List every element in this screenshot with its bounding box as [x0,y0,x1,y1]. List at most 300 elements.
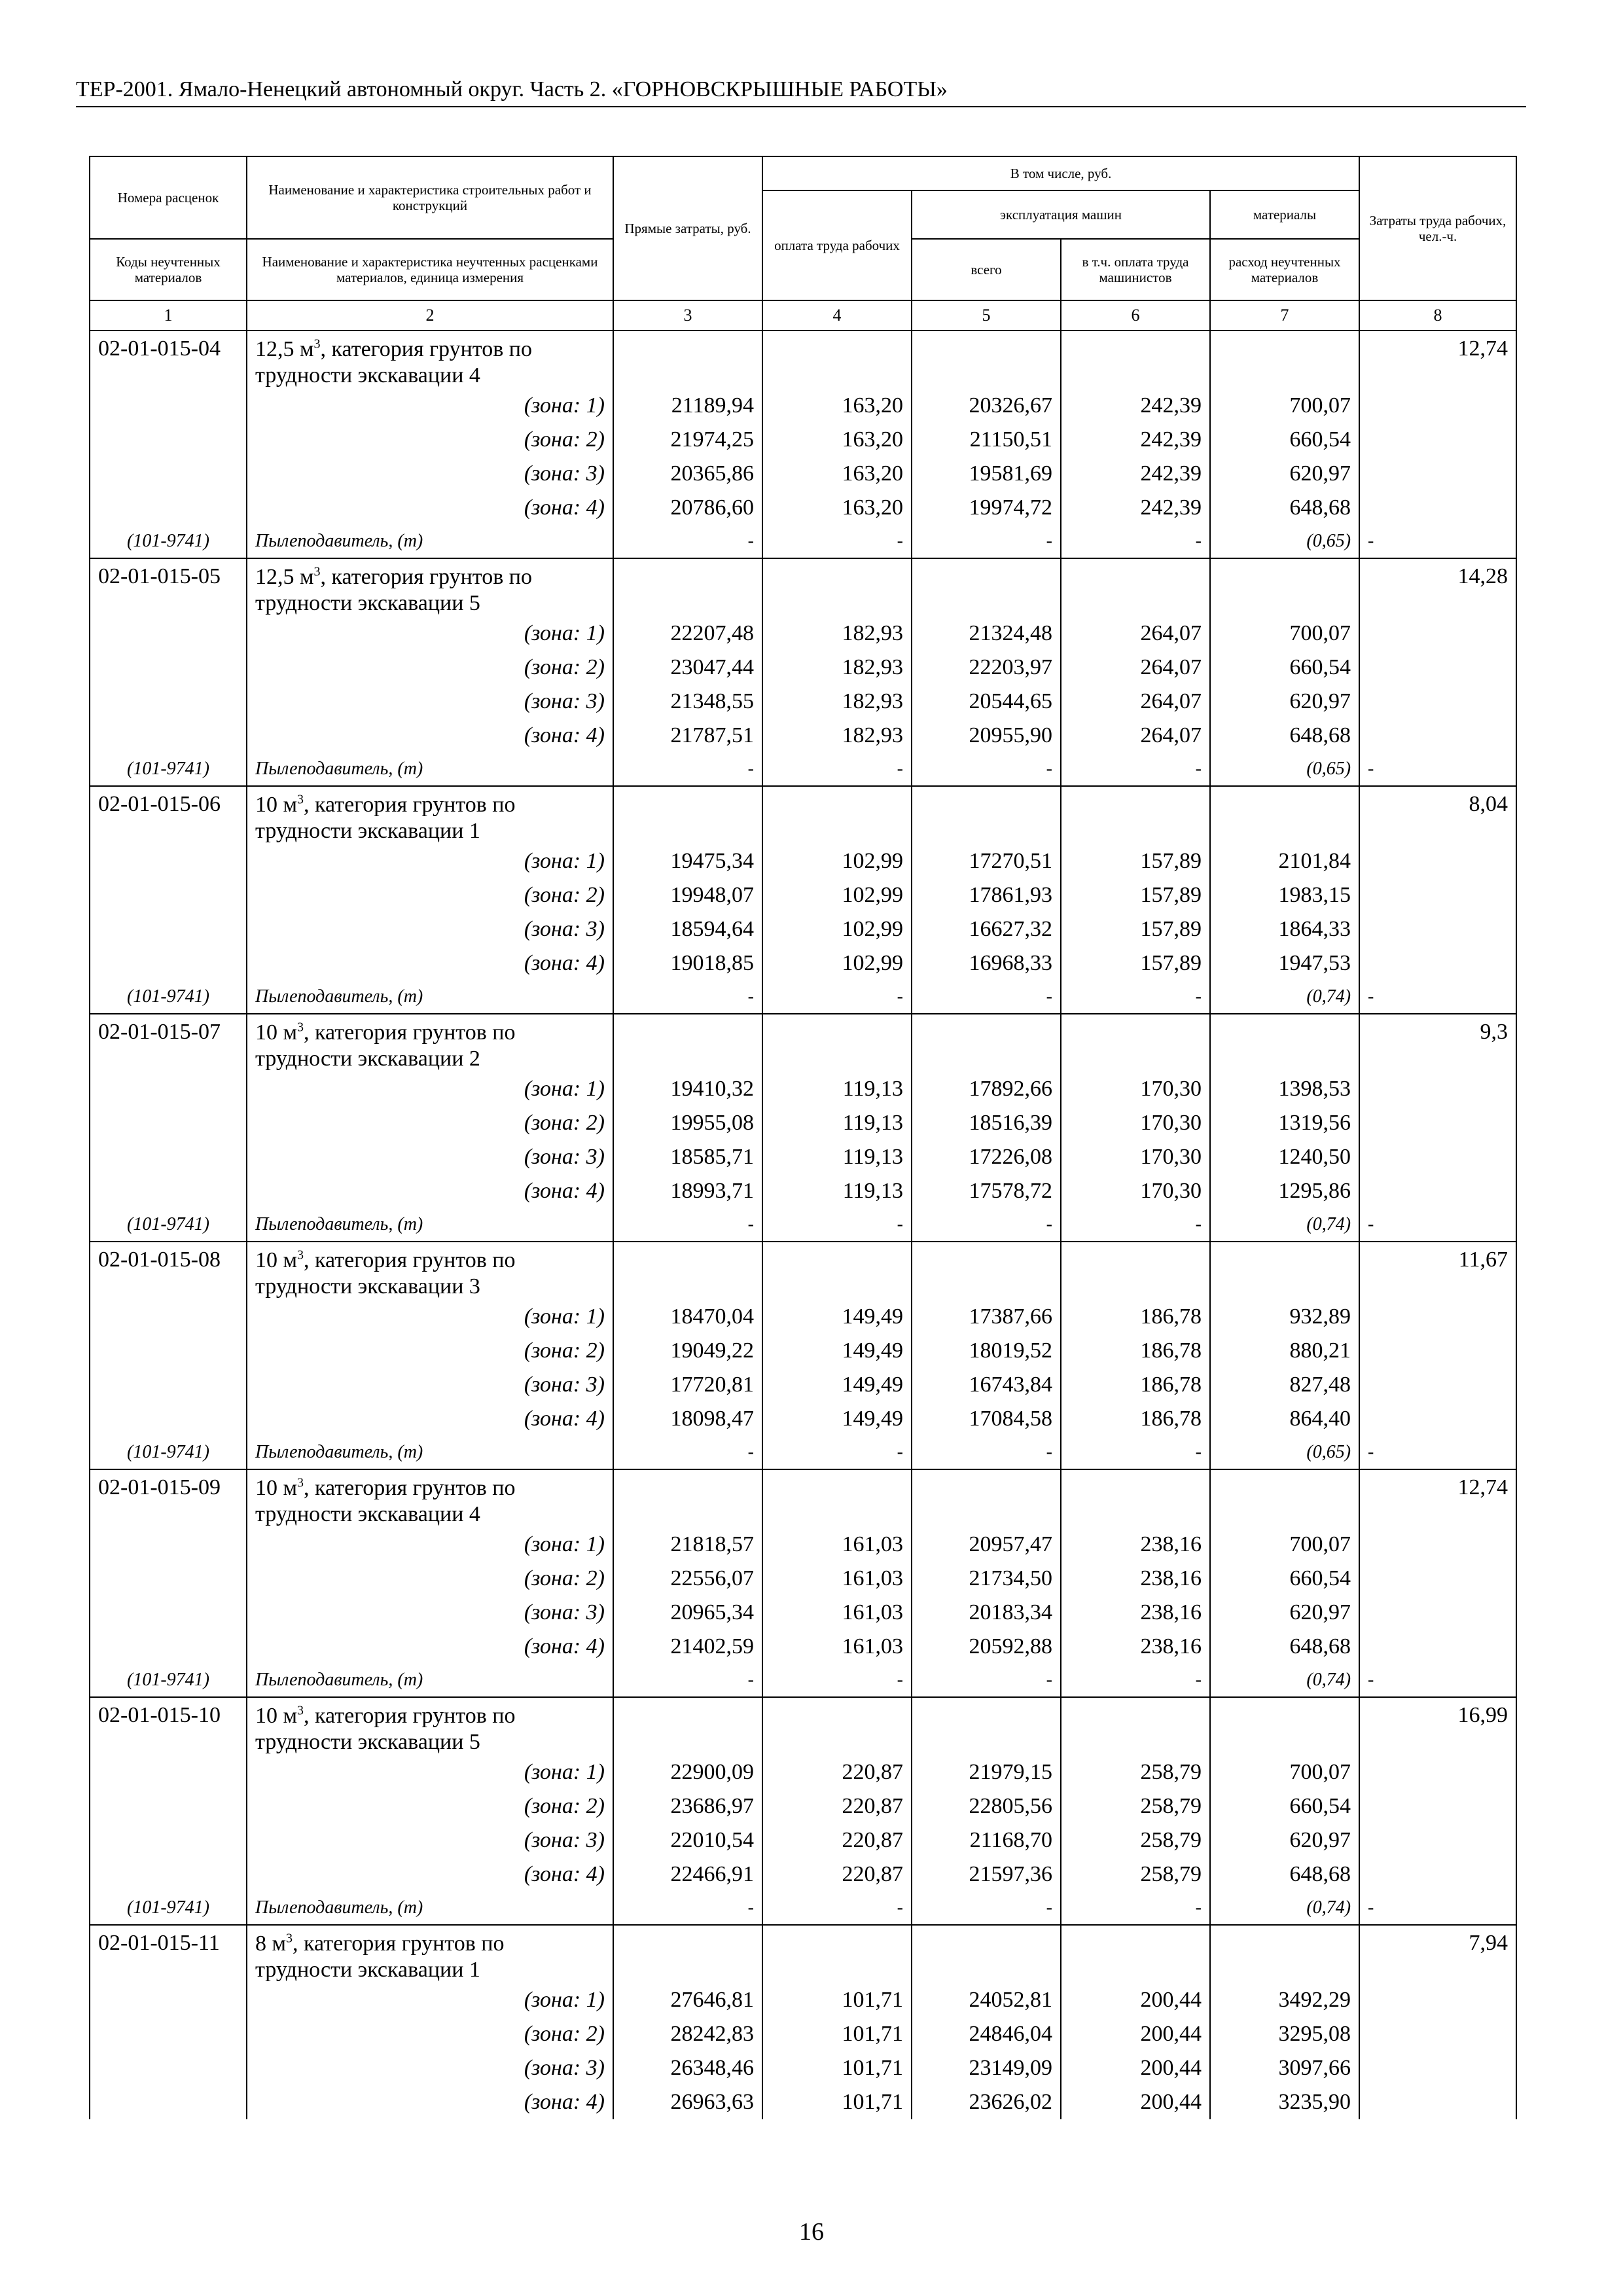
dash-cell: - [762,1436,912,1469]
empty-cell [1359,491,1516,525]
table-row [90,1697,1516,1755]
rate-description [247,558,613,617]
material-quantity: (0,74) [1210,1664,1359,1697]
material-consumption: 648,68 [1210,491,1359,525]
zone-label: (зона: 3) [247,2051,613,2085]
rate-unit: 8 м [255,1931,287,1956]
empty-cell [1359,1334,1516,1368]
material-consumption: 3235,90 [1210,2085,1359,2119]
machinist-pay: 170,30 [1061,1072,1210,1106]
empty-cell [613,1014,762,1072]
worker-pay: 101,71 [762,2051,912,2085]
dash-cell: - [1359,980,1516,1014]
zone-label: (зона: 1) [247,1072,613,1106]
empty-cell [1210,1014,1359,1072]
machinist-pay: 264,07 [1061,617,1210,651]
header-machinist-pay: в т.ч. оплата труда машинистов [1061,239,1210,300]
empty-cell [90,1562,247,1596]
material-consumption: 660,54 [1210,423,1359,457]
worker-pay: 119,13 [762,1174,912,1208]
dash-cell: - [762,1892,912,1925]
empty-cell [90,1789,247,1823]
zone-row [90,1755,1516,1789]
rate-unit: 12,5 м [255,337,314,361]
direct-costs: 26963,63 [613,2085,762,2119]
machinist-pay: 264,07 [1061,685,1210,719]
material-row [90,753,1516,786]
dash-cell: - [1359,525,1516,558]
empty-cell [90,1755,247,1789]
direct-costs: 19410,32 [613,1072,762,1106]
dash-cell: - [762,1664,912,1697]
material-quantity: (0,65) [1210,1436,1359,1469]
empty-cell [90,457,247,491]
zone-label: (зона: 4) [247,491,613,525]
machinist-pay: 242,39 [1061,491,1210,525]
material-code: (101-9741) [90,1208,247,1242]
zone-row [90,878,1516,912]
rate-code: 02-01-015-09 [90,1469,247,1528]
dash-cell: - [1359,1436,1516,1469]
machines-total: 20957,47 [912,1528,1061,1562]
material-consumption: 648,68 [1210,1630,1359,1664]
table-row [90,558,1516,617]
material-quantity: (0,74) [1210,1208,1359,1242]
zone-row [90,1630,1516,1664]
direct-costs: 17720,81 [613,1368,762,1402]
header-machine-operation: эксплуатация машин [912,190,1210,239]
rate-code: 02-01-015-08 [90,1242,247,1300]
machinist-pay: 170,30 [1061,1106,1210,1140]
empty-cell [90,1983,247,2017]
zone-label: (зона: 4) [247,719,613,753]
material-code: (101-9741) [90,980,247,1014]
machinist-pay: 258,79 [1061,1789,1210,1823]
worker-pay: 161,03 [762,1528,912,1562]
dash-cell: - [912,753,1061,786]
worker-pay: 182,93 [762,685,912,719]
empty-cell [1210,786,1359,844]
empty-cell [90,912,247,946]
empty-cell [1359,2017,1516,2051]
direct-costs: 21189,94 [613,389,762,423]
worker-pay: 220,87 [762,1789,912,1823]
dash-cell: - [912,1436,1061,1469]
material-consumption: 660,54 [1210,1789,1359,1823]
zone-row [90,1334,1516,1368]
dash-cell: - [1061,1892,1210,1925]
material-consumption: 1983,15 [1210,878,1359,912]
worker-pay: 220,87 [762,1857,912,1892]
column-numbers [90,300,1516,331]
table-row [90,1014,1516,1072]
material-row [90,1892,1516,1925]
empty-cell [90,491,247,525]
dash-cell: - [1061,980,1210,1014]
material-consumption: 2101,84 [1210,844,1359,878]
direct-costs: 23686,97 [613,1789,762,1823]
material-consumption: 700,07 [1210,389,1359,423]
material-consumption: 620,97 [1210,457,1359,491]
empty-cell [1359,878,1516,912]
worker-pay: 163,20 [762,389,912,423]
machinist-pay: 242,39 [1061,423,1210,457]
empty-cell [1359,912,1516,946]
machines-total: 21324,48 [912,617,1061,651]
column-number: 2 [247,300,613,331]
rate-unit: 10 м [255,1020,298,1045]
direct-costs: 19475,34 [613,844,762,878]
machinist-pay: 157,89 [1061,946,1210,980]
rate-description [247,1242,613,1300]
empty-cell [90,2085,247,2119]
material-row [90,1664,1516,1697]
empty-cell [1061,1014,1210,1072]
direct-costs: 21974,25 [613,423,762,457]
empty-cell [912,1242,1061,1300]
worker-pay: 220,87 [762,1823,912,1857]
empty-cell [762,1697,912,1755]
machinist-pay: 200,44 [1061,1983,1210,2017]
direct-costs: 20786,60 [613,491,762,525]
machinist-pay: 258,79 [1061,1755,1210,1789]
zone-label: (зона: 3) [247,1140,613,1174]
empty-cell [1359,1983,1516,2017]
zone-row [90,1106,1516,1140]
empty-cell [1359,1823,1516,1857]
empty-cell [90,1630,247,1664]
material-code: (101-9741) [90,1664,247,1697]
empty-cell [1359,2051,1516,2085]
rate-description-text: , категория грунтов по трудности экскавации 4 [255,1476,516,1526]
header-worker-pay: оплата труда рабочих [762,190,912,300]
material-consumption: 620,97 [1210,1823,1359,1857]
empty-cell [90,844,247,878]
worker-pay: 102,99 [762,946,912,980]
dash-cell: - [613,1892,762,1925]
empty-cell [1359,1402,1516,1436]
rate-code: 02-01-015-11 [90,1925,247,1983]
dash-cell: - [613,1208,762,1242]
rate-description [247,1697,613,1755]
empty-cell [762,786,912,844]
worker-pay: 161,03 [762,1596,912,1630]
zone-label: (зона: 3) [247,685,613,719]
direct-costs: 20365,86 [613,457,762,491]
machinist-pay: 170,30 [1061,1174,1210,1208]
unit-power: 3 [297,1247,304,1263]
rates-table [89,156,1517,2119]
empty-cell [1359,457,1516,491]
dash-cell: - [912,1892,1061,1925]
direct-costs: 23047,44 [613,651,762,685]
machinist-pay: 258,79 [1061,1823,1210,1857]
unit-power: 3 [297,792,304,807]
empty-cell [1061,786,1210,844]
worker-pay: 220,87 [762,1755,912,1789]
empty-cell [1359,1630,1516,1664]
dash-cell: - [1359,753,1516,786]
material-code: (101-9741) [90,525,247,558]
worker-pay: 182,93 [762,719,912,753]
material-code: (101-9741) [90,1892,247,1925]
table-row [90,1242,1516,1300]
machinist-pay: 200,44 [1061,2051,1210,2085]
zone-row [90,423,1516,457]
empty-cell [90,1528,247,1562]
empty-cell [912,558,1061,617]
header-labor-costs: Затраты труда рабочих, чел.-ч. [1359,156,1516,300]
material-row [90,980,1516,1014]
empty-cell [1359,946,1516,980]
zone-label: (зона: 3) [247,1596,613,1630]
empty-cell [90,1106,247,1140]
empty-cell [1061,1697,1210,1755]
direct-costs: 18098,47 [613,1402,762,1436]
zone-label: (зона: 2) [247,2017,613,2051]
empty-cell [1359,1072,1516,1106]
zone-label: (зона: 4) [247,1174,613,1208]
zone-label: (зона: 4) [247,1857,613,1892]
zone-row [90,617,1516,651]
zone-label: (зона: 1) [247,617,613,651]
machines-total: 22203,97 [912,651,1061,685]
worker-pay: 101,71 [762,2085,912,2119]
worker-pay: 102,99 [762,844,912,878]
empty-cell [90,423,247,457]
zone-row [90,685,1516,719]
worker-pay: 119,13 [762,1140,912,1174]
table-body [90,331,1516,2119]
machinist-pay: 186,78 [1061,1402,1210,1436]
direct-costs: 22010,54 [613,1823,762,1857]
worker-pay: 101,71 [762,1983,912,2017]
machines-total: 17892,66 [912,1072,1061,1106]
zone-row [90,1596,1516,1630]
zone-row [90,1300,1516,1334]
dash-cell: - [613,525,762,558]
labor-costs: 12,74 [1359,1469,1516,1528]
worker-pay: 149,49 [762,1300,912,1334]
material-consumption: 864,40 [1210,1402,1359,1436]
worker-pay: 161,03 [762,1562,912,1596]
empty-cell [90,719,247,753]
running-header: ТЕР-2001. Ямало-Ненецкий автономный округ. Часть 2. «ГОРНОВСКРЫШНЫЕ РАБОТЫ» [76,73,1526,107]
dash-cell: - [912,1664,1061,1697]
dash-cell: - [613,1436,762,1469]
dash-cell: - [613,1664,762,1697]
material-code: (101-9741) [90,753,247,786]
empty-cell [1210,1697,1359,1755]
empty-cell [1210,331,1359,389]
direct-costs: 22556,07 [613,1562,762,1596]
zone-row [90,1789,1516,1823]
empty-cell [1210,1242,1359,1300]
header-material-consumption: расход неучтенных материалов [1210,239,1359,300]
worker-pay: 149,49 [762,1334,912,1368]
material-consumption: 660,54 [1210,651,1359,685]
zone-label: (зона: 2) [247,1106,613,1140]
worker-pay: 149,49 [762,1368,912,1402]
direct-costs: 22207,48 [613,617,762,651]
rate-unit: 10 м [255,1476,298,1500]
zone-label: (зона: 4) [247,946,613,980]
worker-pay: 119,13 [762,1106,912,1140]
material-quantity: (0,74) [1210,1892,1359,1925]
unit-power: 3 [313,336,321,351]
machinist-pay: 200,44 [1061,2017,1210,2051]
machines-total: 21979,15 [912,1755,1061,1789]
zone-label: (зона: 4) [247,2085,613,2119]
empty-cell [1359,1140,1516,1174]
rate-code: 02-01-015-10 [90,1697,247,1755]
dash-cell: - [762,525,912,558]
labor-costs: 12,74 [1359,331,1516,389]
dash-cell: - [912,525,1061,558]
unit-power: 3 [297,1703,304,1718]
zone-label: (зона: 2) [247,423,613,457]
zone-row [90,2017,1516,2051]
zone-label: (зона: 1) [247,1528,613,1562]
material-consumption: 3295,08 [1210,2017,1359,2051]
empty-cell [1359,389,1516,423]
machines-total: 18516,39 [912,1106,1061,1140]
empty-cell [762,1014,912,1072]
dash-cell: - [1359,1664,1516,1697]
direct-costs: 19018,85 [613,946,762,980]
empty-cell [1061,1469,1210,1528]
machinist-pay: 242,39 [1061,457,1210,491]
zone-label: (зона: 1) [247,1755,613,1789]
dash-cell: - [912,1208,1061,1242]
worker-pay: 163,20 [762,423,912,457]
material-code: (101-9741) [90,1436,247,1469]
empty-cell [90,946,247,980]
material-name: Пылеподавитель, (т) [247,1664,613,1697]
empty-cell [762,1242,912,1300]
dash-cell: - [1061,1664,1210,1697]
table-row [90,786,1516,844]
page-number: 16 [799,2218,824,2246]
dash-cell: - [1359,1892,1516,1925]
machines-total: 21150,51 [912,423,1061,457]
material-name: Пылеподавитель, (т) [247,1436,613,1469]
table-row [90,1469,1516,1528]
zone-row [90,2085,1516,2119]
empty-cell [90,1857,247,1892]
empty-cell [762,1925,912,1983]
direct-costs: 27646,81 [613,1983,762,2017]
zone-label: (зона: 1) [247,844,613,878]
empty-cell [613,331,762,389]
zone-row [90,651,1516,685]
zone-label: (зона: 2) [247,1334,613,1368]
header-rate-number: Номера расценок [90,156,247,239]
unit-power: 3 [313,564,321,579]
zone-label: (зона: 3) [247,457,613,491]
labor-costs: 14,28 [1359,558,1516,617]
empty-cell [613,1469,762,1528]
material-consumption: 700,07 [1210,1755,1359,1789]
worker-pay: 101,71 [762,2017,912,2051]
machines-total: 21168,70 [912,1823,1061,1857]
zone-label: (зона: 4) [247,1630,613,1664]
machines-total: 16743,84 [912,1368,1061,1402]
empty-cell [1359,1789,1516,1823]
dash-cell: - [762,753,912,786]
column-number: 8 [1359,300,1516,331]
empty-cell [1359,1300,1516,1334]
column-number: 6 [1061,300,1210,331]
direct-costs: 22900,09 [613,1755,762,1789]
material-consumption: 1947,53 [1210,946,1359,980]
material-consumption: 700,07 [1210,617,1359,651]
empty-cell [1210,1469,1359,1528]
empty-cell [1359,1562,1516,1596]
material-consumption: 1240,50 [1210,1140,1359,1174]
machines-total: 17226,08 [912,1140,1061,1174]
empty-cell [90,1174,247,1208]
zone-label: (зона: 2) [247,1562,613,1596]
dash-cell: - [762,980,912,1014]
rate-code: 02-01-015-07 [90,1014,247,1072]
header-material-codes: Коды неучтенных материалов [90,239,247,300]
empty-cell [1359,685,1516,719]
empty-cell [1359,651,1516,685]
header-materials: материалы [1210,190,1359,239]
rate-description-text: , категория грунтов по трудности экскавации 3 [255,1248,516,1299]
empty-cell [762,1469,912,1528]
empty-cell [1061,558,1210,617]
empty-cell [613,1697,762,1755]
machines-total: 21734,50 [912,1562,1061,1596]
worker-pay: 119,13 [762,1072,912,1106]
machinist-pay: 157,89 [1061,844,1210,878]
material-consumption: 1319,56 [1210,1106,1359,1140]
worker-pay: 149,49 [762,1402,912,1436]
zone-row [90,389,1516,423]
labor-costs: 7,94 [1359,1925,1516,1983]
rate-description-text: , категория грунтов по трудности экскавации 2 [255,1020,516,1071]
zone-label: (зона: 3) [247,912,613,946]
zone-label: (зона: 1) [247,1300,613,1334]
empty-cell [912,331,1061,389]
unit-power: 3 [286,1931,293,1946]
column-number: 7 [1210,300,1359,331]
dash-cell: - [1061,525,1210,558]
empty-cell [90,1072,247,1106]
zone-row [90,1823,1516,1857]
rate-description [247,786,613,844]
direct-costs: 19049,22 [613,1334,762,1368]
empty-cell [1359,1368,1516,1402]
empty-cell [1359,1857,1516,1892]
zone-label: (зона: 3) [247,1368,613,1402]
zone-row [90,1528,1516,1562]
empty-cell [90,617,247,651]
zone-row [90,1562,1516,1596]
empty-cell [90,651,247,685]
machinist-pay: 157,89 [1061,912,1210,946]
material-consumption: 1295,86 [1210,1174,1359,1208]
direct-costs: 20965,34 [613,1596,762,1630]
rate-code: 02-01-015-04 [90,331,247,389]
empty-cell [1359,1174,1516,1208]
zone-label: (зона: 2) [247,878,613,912]
machinist-pay: 242,39 [1061,389,1210,423]
zone-label: (зона: 2) [247,1789,613,1823]
zone-row [90,1402,1516,1436]
